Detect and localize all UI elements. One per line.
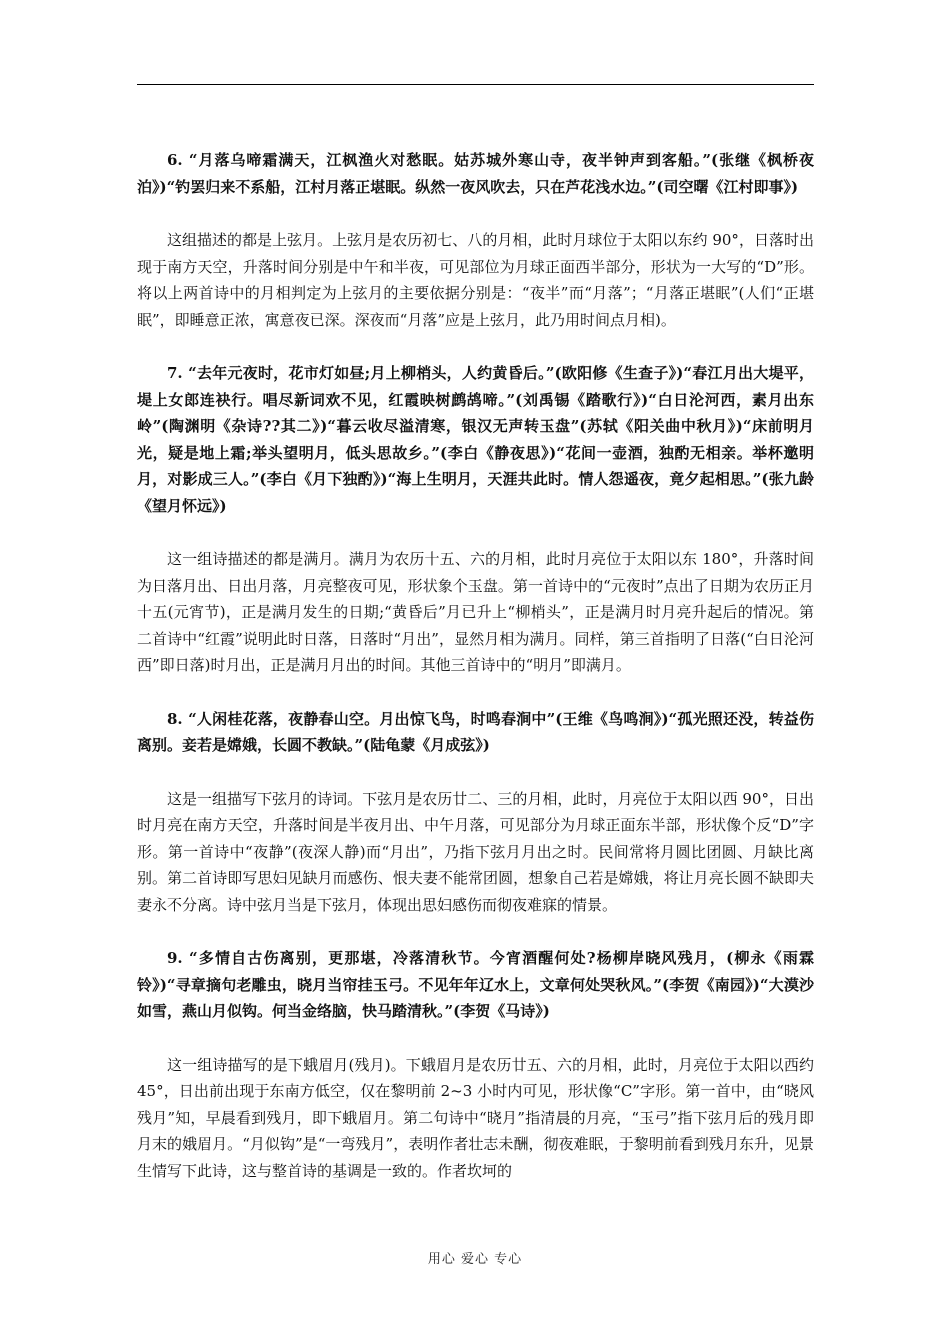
poem-group-6: 6. “月落乌啼霜满天，江枫渔火对愁眠。姑苏城外寒山寺，夜半钟声到客船。”(张继《枫桥夜泊》)“钓罢归来不系船，江村月落正堪眠。纵然一夜风吹去，只在芦花浅水边。”(司空曙《江村即事》)	[137, 151, 814, 196]
explanation-8: 这是一组描写下弦月的诗词。下弦月是农历廿二、三的月相，此时，月亮位于太阳以西 90°，日出时月亮在南方天空，升落时间是半夜月出、中午月落，可见部分为月球正面东半部，形状像个反“D”字形。第一首诗中“夜静”(夜深人静)而“月出”，乃指下弦月月出之时。民间常将月圆比团圆、月缺比离别。第二首诗即写思妇见缺月而感伤、恨夫妻不能常团圆，想象自己若是嫦娥，将让月亮长圆不缺即夫妻永不分离。诗中弦月当是下弦月，体现出思妇感伤而彻夜难寐的情景。	[137, 789, 814, 914]
header-rule	[137, 84, 814, 85]
document-body	[137, 147, 814, 1184]
poem-group-9: 9. “多情自古伤离别，更那堪，冷落清秋节。今宵酒醒何处?杨柳岸晓风残月，(柳永《雨霖铃》)“寻章摘句老雕虫，晓月当帘挂玉弓。不见年年辽水上，文章何处哭秋风。”(李贺《南园》)“大漠沙如雪，燕山月似钩。何当金络脑，快马踏清秋。”(李贺《马诗》)	[137, 949, 814, 1020]
poem-group-7: 7. “去年元夜时，花市灯如昼;月上柳梢头，人约黄昏后。”(欧阳修《生查子》)“春江月出大堤平，堤上女郎连袂行。唱尽新词欢不见，红霞映树鹧鸪啼。”(刘禹锡《踏歌行》)“白日沦河西，素月出东岭”(陶渊明《杂诗??其二》)“暮云收尽溢清寒，银汉无声转玉盘”(苏轼《阳关曲中秋月》)“床前明月光，疑是地上霜;举头望明月，低头思故乡。”(李白《静夜思》)“花间一壶酒，独酌无相亲。举杯邀明月，对影成三人。”(李白《月下独酌》)“海上生明月，天涯共此时。情人怨遥夜，竟夕起相思。”(张九龄《望月怀远》)	[137, 364, 814, 515]
explanation-7: 这一组诗描述的都是满月。满月为农历十五、六的月相，此时月亮位于太阳以东 180°，升落时间为日落月出、日出月落，月亮整夜可见，形状象个玉盘。第一首诗中的“元夜时”点出了日期为农历正月十五(元宵节)，正是满月发生的日期;“黄昏后”月已升上“柳梢头”，正是满月时月亮升起后的情况。第二首诗中“红霞”说明此时日落，日落时“月出”，显然月相为满月。同样，第三首指明了日落(“白日沦河西”即日落)时月出，正是满月月出的时间。其他三首诗中的“明月”即满月。	[137, 550, 814, 674]
explanation-9: 这一组诗描写的是下蛾眉月(残月)。下蛾眉月是农历廿五、六的月相，此时，月亮位于太阳以西约 45°，日出前出现于东南方低空，仅在黎明前 2~3 小时内可见，形状像“C”字形。第一首中，由“晓风残月”知，早晨看到残月，即下蛾眉月。第二句诗中“晓月”指清晨的月亮，“玉弓”指下弦月后的残月即月末的娥眉月。“月似钩”是“一弯残月”，表明作者壮志未酬，彻夜难眠，于黎明前看到残月东升，见景生情写下此诗，这与整首诗的基调是一致的。作者坎坷的	[137, 1055, 814, 1180]
page-footer: 用心 爱心 专心	[427, 1252, 523, 1267]
explanation-6: 这组描述的都是上弦月。上弦月是农历初七、八的月相，此时月球位于太阳以东约 90°，日落时出现于南方天空，升落时间分别是中午和半夜，可见部位为月球正面西半部分，形状为一大写的“D”形。将以上两首诗中的月相判定为上弦月的主要依据分别是：“夜半”而“月落”；“月落正堪眠”(人们“正堪眠”，即睡意正浓，寓意夜已深。深夜而“月落”应是上弦月，此乃用时间点月相)。	[137, 231, 814, 329]
poem-group-8: 8. “人闲桂花落，夜静春山空。月出惊飞鸟，时鸣春涧中”(王维《鸟鸣涧》)“孤光照还没，转益伤离别。妾若是嫦娥，长圆不教缺。”(陆龟蒙《月成弦》)	[137, 709, 814, 754]
